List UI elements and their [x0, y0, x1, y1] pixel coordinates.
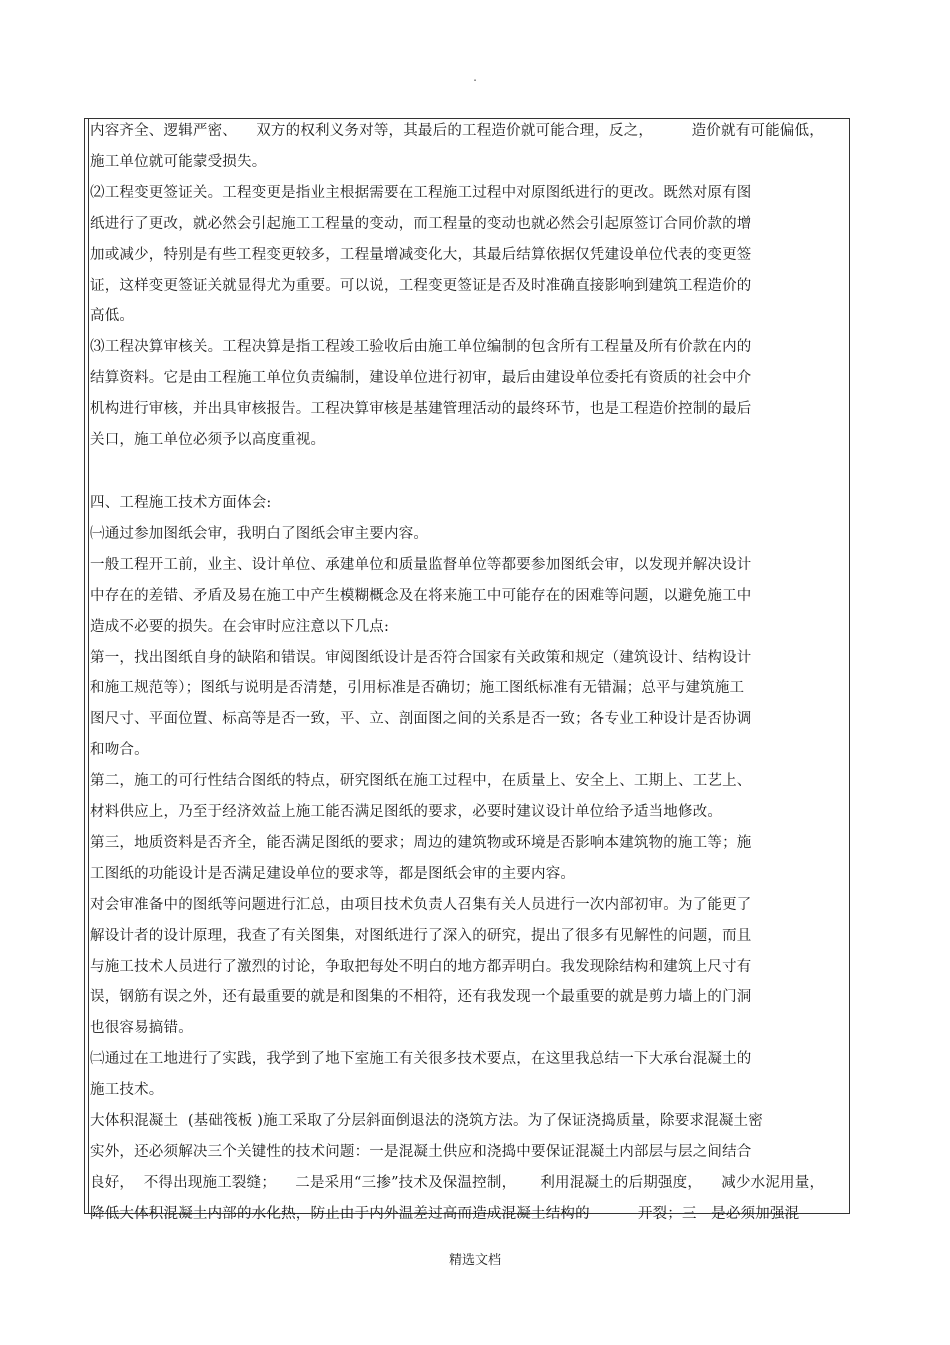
header-mark: . [473, 70, 477, 84]
text-line: 误，钢筋有误之外，还有最重要的就是和图集的不相符，还有我发现一个最重要的就是剪力墙上的门洞 [90, 989, 752, 1006]
text-line: 高低。 [90, 308, 135, 325]
text-line: 对会审准备中的图纸等问题进行汇总，由项目技术负责人召集有关人员进行一次内部初审。为了能更了 [90, 896, 752, 913]
text-line: 实外，还必须解决三个关键性的技术问题：一是混凝土供应和浇捣中要保证混凝土内部层与层之间结合 [90, 1143, 752, 1160]
text-line: 内容齐全、逻辑严密、 双方的权利义务对等，其最后的工程造价就可能合理，反之， 造价就有可能偏低， [90, 123, 824, 139]
text-line: 一般工程开工前，业主、设计单位、承建单位和质量监督单位等都要参加图纸会审，以发现并解决设计 [90, 556, 752, 573]
text-line: 工图纸的功能设计是否满足建设单位的要求等，都是图纸会审的主要内容。 [90, 865, 576, 882]
text-line: 第一，找出图纸自身的缺陷和错误。审阅图纸设计是否符合国家有关政策和规定（建筑设计、结构设计 [90, 649, 752, 666]
text-line: ⑶工程决算审核关。工程决算是指工程竣工验收后由施工单位编制的包含所有工程量及所有价款在内的 [90, 339, 752, 356]
text-line: 证，这样变更签证关就显得尤为重要。可以说，工程变更签证是否及时准确直接影响到建筑工程造价的 [90, 277, 752, 294]
text-line: 施工单位就可能蒙受损失。 [90, 153, 267, 170]
text-line: 大体积混凝土 (基础筏板 )施工采取了分层斜面倒退法的浇筑方法。为了保证浇捣质量，除要求混凝土密 [90, 1113, 763, 1129]
text-line: 图尺寸、平面位置、标高等是否一致，平、立、剖面图之间的关系是否一致；各专业工种设计是否协调 [90, 711, 752, 728]
text-line: ⑵工程变更签证关。工程变更是指业主根据需要在工程施工过程中对原图纸进行的更改。既然对原有图 [90, 184, 752, 201]
text-line: 中存在的差错、矛盾及易在施工中产生模糊概念及在将来施工中可能存在的困难等问题，以避免施工中 [90, 587, 752, 604]
text-line: 机构进行审核，并出具审核报告。工程决算审核是基建管理活动的最终环节，也是工程造价控制的最后 [90, 401, 752, 418]
text-line: ㈡通过在工地进行了实践，我学到了地下室施工有关很多技术要点，在这里我总结一下大承台混凝土的 [90, 1051, 752, 1068]
text-line: ㈠通过参加图纸会审，我明白了图纸会审主要内容。 [90, 525, 429, 542]
text-line: 关口，施工单位必须予以高度重视。 [90, 432, 326, 448]
text-line: 加或减少，特别是有些工程变更较多，工程量增减变化大，其最后结算依据仅凭建设单位代表的变更签 [90, 246, 752, 263]
text-line: 降低大体积混凝土内部的水化热，防止由于内外温差过高而造成混凝土结构的 开裂；三 是必须加强混 [90, 1205, 800, 1222]
text-line: 良好， 不得出现施工裂缝； 二是采用“三掺”技术及保温控制， 利用混凝土的后期强度， 减少水泥用量， [90, 1174, 825, 1191]
text-line: 造成不必要的损失。在会审时应注意以下几点: [90, 618, 390, 635]
text-line: 与施工技术人员进行了激烈的讨论，争取把每处不明白的地方都弄明白。我发现除结构和建筑上尺寸有 [90, 958, 752, 975]
text-line: 材料供应上，乃至于经济效益上施工能否满足图纸的要求，必要时建议设计单位给予适当地修改。 [90, 804, 723, 820]
text-line: 施工技术。 [90, 1082, 164, 1099]
text-line: 四、工程施工技术方面体会: [90, 495, 272, 511]
text-line: 第三，地质资料是否齐全，能否满足图纸的要求；周边的建筑物或环境是否影响本建筑物的施工等；施 [90, 834, 752, 851]
text-line: 纸进行了更改，就必然会引起施工工程量的变动，而工程量的变动也就必然会引起原签订合同价款的增 [90, 215, 752, 232]
text-line: 和吻合。 [90, 742, 149, 759]
text-line: 第二，施工的可行性结合图纸的特点，研究图纸在施工过程中，在质量上、安全上、工期上、工艺上、 [90, 773, 752, 790]
text-line: 结算资料。它是由工程施工单位负责编制，建设单位进行初审，最后由建设单位委托有资质的社会中介 [90, 370, 752, 387]
text-line: 解设计者的设计原理，我查了有关图集，对图纸进行了深入的研究，提出了很多有见解性的问题，而且 [90, 927, 752, 944]
page-footer: 精选文档 [448, 1253, 501, 1268]
text-line: 和施工规范等）；图纸与说明是否清楚，引用标准是否确切；施工图纸标准有无错漏；总平与建筑施工 [90, 680, 745, 697]
text-line: 也很容易搞错。 [90, 1020, 193, 1037]
